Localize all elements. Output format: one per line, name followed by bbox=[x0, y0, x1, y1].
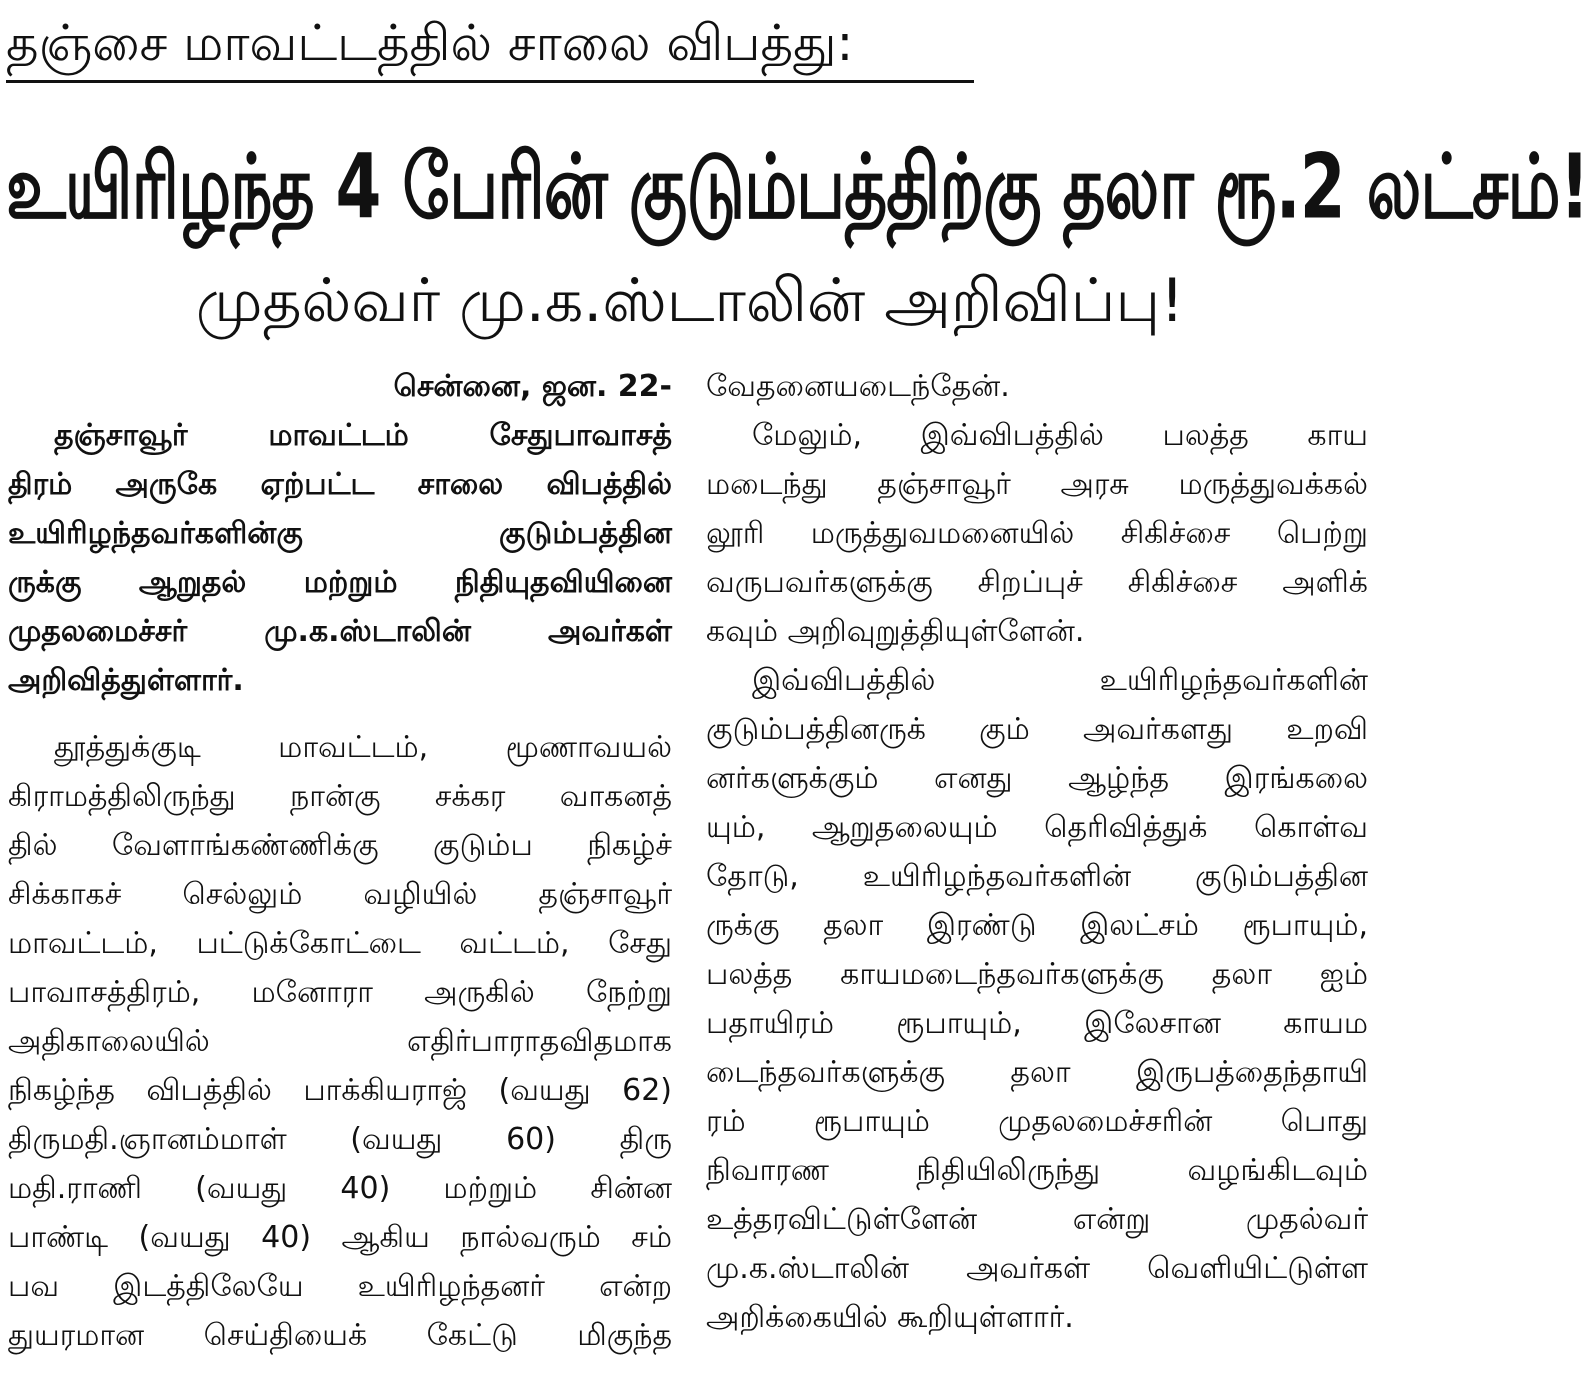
body-line: மதி.ராணி (வயது 40) மற்றும் சின்ன bbox=[8, 1171, 672, 1206]
body-line: வேதனையடைந்தேன். bbox=[706, 369, 1010, 404]
kicker-underline bbox=[6, 80, 974, 83]
left-column bbox=[8, 362, 672, 1360]
body-line: துயரமான செய்தியைக் கேட்டு மிகுந்த bbox=[8, 1318, 672, 1353]
body-line: மடைந்து தஞ்சாவூர் அரசு மருத்துவக்கல் bbox=[706, 467, 1368, 502]
lead-line: தஞ்சாவூர் மாவட்டம் சேதுபாவாசத் bbox=[54, 418, 672, 453]
dateline: சென்னை, ஜன. 22- bbox=[393, 369, 672, 404]
body-line: பலத்த காயமடைந்தவர்களுக்கு தலா ஐம் bbox=[706, 957, 1368, 992]
body-line: பாவாசத்திரம், மனோரா அருகில் நேற்று bbox=[8, 975, 672, 1010]
lead-line: முதலமைச்சர் மு.க.ஸ்டாலின் அவர்கள் bbox=[8, 614, 672, 649]
lead-line: அறிவித்துள்ளார். bbox=[8, 663, 244, 698]
body-line: கிராமத்திலிருந்து நான்கு சக்கர வாகனத் bbox=[8, 779, 672, 814]
body-line: பாண்டி (வயது 40) ஆகிய நால்வரும் சம் bbox=[8, 1220, 672, 1255]
body-line: னர்களுக்கும் எனது ஆழ்ந்த இரங்கலை bbox=[706, 761, 1368, 796]
kicker-title: தஞ்சை மாவட்டத்தில் சாலை விபத்து: bbox=[6, 14, 854, 72]
body-line: பதாயிரம் ரூபாயும், இலேசான காயம bbox=[706, 1006, 1368, 1041]
body-line: பவ இடத்திலேயே உயிரிழந்தனர் என்ற bbox=[8, 1269, 672, 1304]
body-line: தோடு, உயிரிழந்தவர்களின் குடும்பத்தின bbox=[706, 859, 1368, 894]
body-line: அதிகாலையில் எதிர்பாராதவிதமாக bbox=[8, 1024, 672, 1059]
body-line: இவ்விபத்தில் உயிரிழந்தவர்களின் bbox=[752, 663, 1368, 698]
body-line: லூரி மருத்துவமனையில் சிகிச்சை பெற்று bbox=[706, 516, 1368, 551]
subheadline: முதல்வர் மு.க.ஸ்டாலின் அறிவிப்பு! bbox=[195, 266, 1185, 336]
lead-line: திரம் அருகே ஏற்பட்ட சாலை விபத்தில் bbox=[8, 467, 672, 502]
body-line: வருபவர்களுக்கு சிறப்புச் சிகிச்சை அளிக் bbox=[706, 565, 1368, 600]
body-line: அறிக்கையில் கூறியுள்ளார். bbox=[706, 1300, 1074, 1335]
lead-line: ருக்கு ஆறுதல் மற்றும் நிதியுதவியினை bbox=[8, 565, 672, 600]
body-line: மாவட்டம், பட்டுக்கோட்டை வட்டம், சேது bbox=[8, 926, 672, 961]
body-line: மு.க.ஸ்டாலின் அவர்கள் வெளியிட்டுள்ள bbox=[706, 1251, 1368, 1286]
body-line: யும், ஆறுதலையும் தெரிவித்துக் கொள்வ bbox=[706, 810, 1368, 845]
body-line: ருக்கு தலா இரண்டு இலட்சம் ரூபாயும், bbox=[706, 908, 1368, 943]
body-line: கவும் அறிவுறுத்தியுள்ளேன். bbox=[706, 614, 1085, 649]
body-line: டைந்தவர்களுக்கு தலா இருபத்தைந்தாயி bbox=[706, 1055, 1368, 1090]
body-line: தூத்துக்குடி மாவட்டம், மூணாவயல் bbox=[54, 730, 672, 765]
body-line: சிக்காகச் செல்லும் வழியில் தஞ்சாவூர் bbox=[8, 877, 672, 912]
body-line: மேலும், இவ்விபத்தில் பலத்த காய bbox=[752, 418, 1368, 453]
lead-line: உயிரிழந்தவர்களின்கு குடும்பத்தின bbox=[8, 516, 672, 551]
body-line: உத்தரவிட்டுள்ளேன் என்று முதல்வர் bbox=[706, 1202, 1368, 1237]
right-column bbox=[706, 362, 1368, 1342]
headline: உயிரிழந்த 4 பேரின் குடும்பத்திற்கு தலா ரூ.2 லட்சம்! bbox=[6, 135, 1589, 240]
body-line: ரம் ரூபாயும் முதலமைச்சரின் பொது bbox=[706, 1104, 1368, 1139]
body-line: நிகழ்ந்த விபத்தில் பாக்கியராஜ் (வயது 62) bbox=[8, 1073, 672, 1108]
body-line: தில் வேளாங்கண்ணிக்கு குடும்ப நிகழ்ச் bbox=[8, 828, 672, 863]
body-line: நிவாரண நிதியிலிருந்து வழங்கிடவும் bbox=[706, 1153, 1368, 1188]
body-line: திருமதி.ஞானம்மாள் (வயது 60) திரு bbox=[8, 1122, 672, 1157]
body-line: குடும்பத்தினருக் கும் அவர்களது உறவி bbox=[706, 712, 1368, 747]
paragraph-gap bbox=[8, 705, 672, 723]
